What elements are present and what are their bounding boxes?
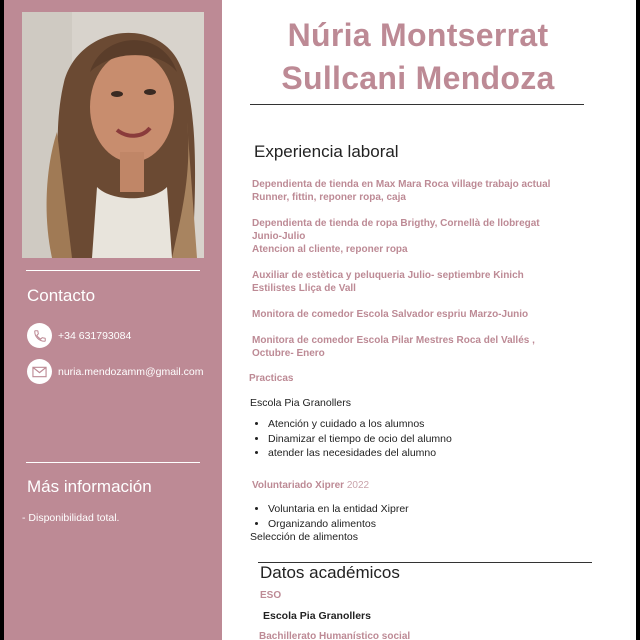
job-entry: Dependienta de tienda en Max Mara Roca village trabajo actual Runner, fittin, reponer ropa, caja xyxy=(252,179,551,203)
phone-row xyxy=(27,323,131,348)
phone-icon xyxy=(27,323,52,348)
name-line-1: Núria Montserrat xyxy=(287,17,549,53)
full-name xyxy=(248,14,588,100)
list-item: • Dinamizar el tiempo de ocio del alumno xyxy=(268,432,452,447)
sidebar-divider xyxy=(26,462,200,463)
email-address: nuria.mendozamm@gmail.com xyxy=(58,365,204,378)
job-entry: Dependienta de tienda de ropa Brigthy, Cornellà de llobregat Junio-Julio Atencion al cliente, reponer ropa xyxy=(252,218,540,255)
email-row xyxy=(27,359,203,384)
academic-title: Datos académicos xyxy=(260,563,400,582)
job-entry: Auxiliar de estètica y peluqueria Julio- septiembre Kinich Estilistes Lliça de Vall xyxy=(252,270,524,294)
contact-title: Contacto xyxy=(27,286,96,305)
list-item: • Atención y cuidado a los alumnos xyxy=(268,417,452,432)
job-entry: Monitora de comedor Escola Pilar Mestres Roca del Vallés , Octubre- Enero xyxy=(252,335,535,359)
resume-page xyxy=(4,0,636,640)
academic-level: Bachillerato Humanístico social xyxy=(259,631,411,640)
volunteer-label: Voluntariado Xiprer xyxy=(252,480,345,491)
volunteer-year: 2022 xyxy=(344,480,370,491)
list-item: • Organizando alimentos xyxy=(268,517,409,532)
sidebar xyxy=(4,0,222,640)
name-divider xyxy=(250,104,584,105)
availability-note: - Disponibilidad total. xyxy=(22,512,120,524)
volunteer-list xyxy=(250,502,409,531)
practicas-list xyxy=(250,417,452,461)
practicas-label: Practicas xyxy=(249,373,294,384)
volunteer-heading xyxy=(252,479,632,492)
sidebar-divider xyxy=(26,270,200,271)
phone-number: +34 631793084 xyxy=(58,329,132,342)
job-entry: Monitora de comedor Escola Salvador espriu Marzo-Junio xyxy=(252,309,529,320)
mail-icon xyxy=(27,359,52,384)
list-item: • Voluntaria en la entidad Xiprer xyxy=(268,502,409,517)
academic-level: ESO xyxy=(260,590,282,601)
experience-title: Experiencia laboral xyxy=(254,142,399,161)
list-item: • atender las necesidades del alumno xyxy=(268,446,452,461)
more-info-title: Más información xyxy=(27,477,152,496)
volunteer-extra: Selección de alimentos xyxy=(250,531,358,543)
name-line-2: Sullcani Mendoza xyxy=(281,60,555,96)
academic-school: Escola Pia Granollers xyxy=(263,610,371,622)
profile-photo xyxy=(22,12,204,258)
practicas-place: Escola Pia Granollers xyxy=(250,397,351,409)
